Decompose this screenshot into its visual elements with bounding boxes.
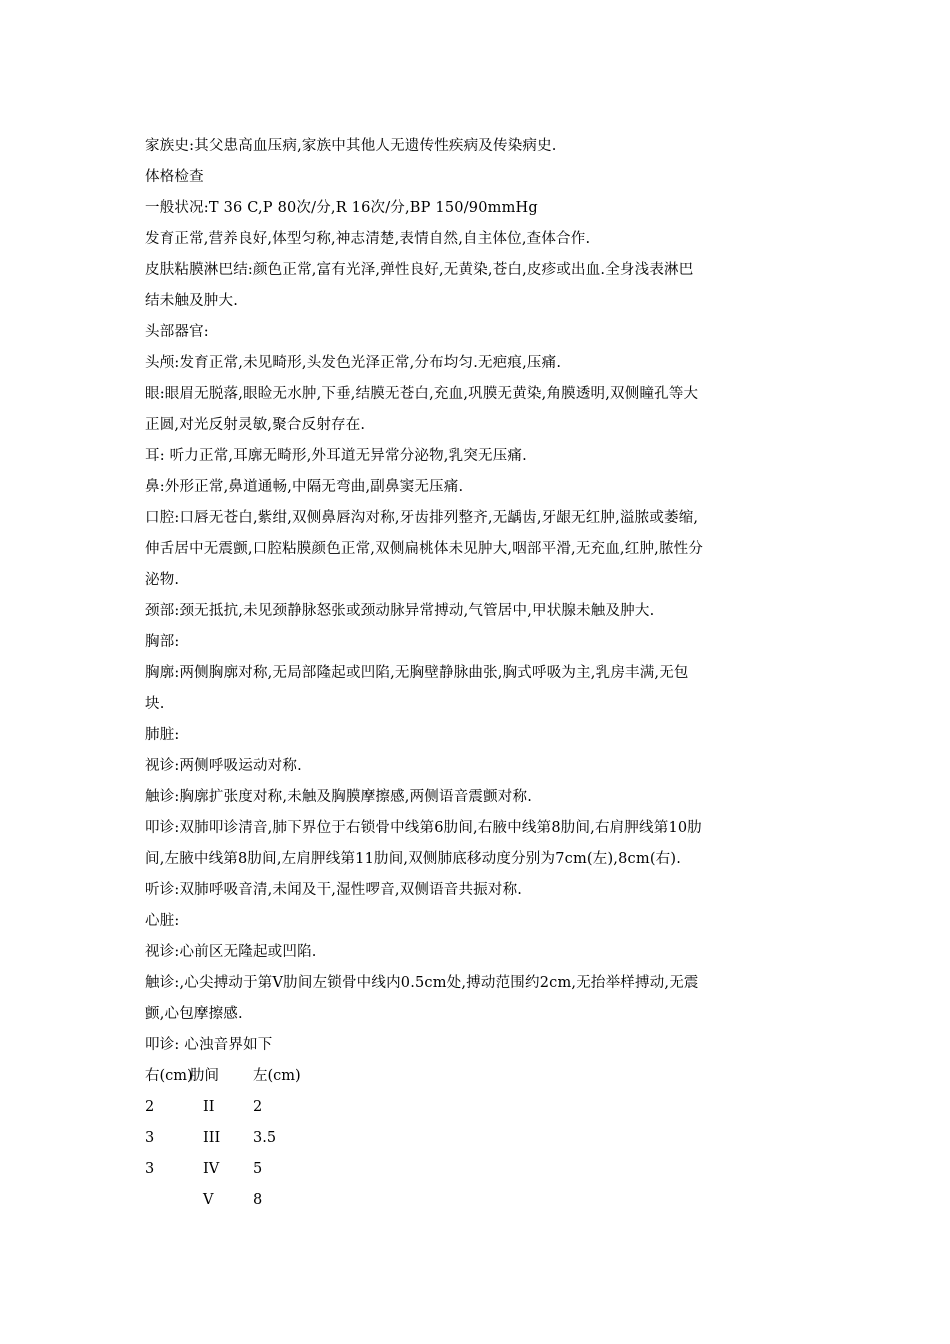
text-line: 视诊:两侧呼吸运动对称. (145, 758, 302, 774)
text-line: 家族史:其父患高血压病,家族中其他人无遗传性疾病及传染病史. (145, 138, 557, 154)
header-right-cm: 右(cm) (145, 1068, 193, 1084)
text-line: 块. (145, 696, 165, 712)
intercostal-value: II (203, 1099, 215, 1115)
text-line: 口腔:口唇无苍白,紫绀,双侧鼻唇沟对称,牙齿排列整齐,无龋齿,牙龈无红肿,溢脓或萎缩, (145, 510, 699, 526)
text-line: 叩诊: 心浊音界如下 (145, 1037, 273, 1053)
left-value: 3.5 (253, 1130, 277, 1146)
text-line: 头颅:发育正常,未见畸形,头发色光泽正常,分布均匀.无疤痕,压痛. (145, 355, 562, 371)
text-line: 鼻:外形正常,鼻道通畅,中隔无弯曲,副鼻窦无压痛. (145, 479, 464, 495)
left-value: 8 (253, 1192, 263, 1208)
text-line: 触诊:,心尖搏动于第Ⅴ肋间左锁骨中线内0.5cm处,搏动范围约2cm,无抬举样搏动,无震 (145, 975, 699, 991)
text-line: 眼:眼眉无脱落,眼睑无水肿,下垂,结膜无苍白,充血,巩膜无黄染,角膜透明,双侧瞳孔等大 (145, 386, 699, 402)
section-heading: 肺脏: (145, 727, 180, 743)
intercostal-value: III (203, 1130, 221, 1146)
text-line: 伸舌居中无震颤,口腔粘膜颜色正常,双侧扁桃体未见肿大,咽部平滑,无充血,红肿,脓性分 (145, 541, 704, 557)
text-line: 一般状况:T 36 C,P 80次/分,R 16次/分,BP 150/90mmHg (145, 200, 538, 216)
table-row (145, 1185, 810, 1216)
text-line: 颈部:颈无抵抗,未见颈静脉怒张或颈动脉异常搏动,气管居中,甲状腺未触及肿大. (145, 603, 655, 619)
text-line: 视诊:心前区无隆起或凹陷. (145, 944, 317, 960)
text-line: 发育正常,营养良好,体型匀称,神志清楚,表情自然,自主体位,查体合作. (145, 231, 591, 247)
text-line: 触诊:胸廓扩张度对称,未触及胸膜摩擦感,两侧语音震颤对称. (145, 789, 533, 805)
text-line: 结未触及肿大. (145, 293, 239, 309)
section-heading: 心脏: (145, 913, 180, 929)
document-page (145, 131, 810, 1216)
text-line: 间,左腋中线第8肋间,左肩胛线第11肋间,双侧肺底移动度分别为7cm(左),8cm(右). (145, 851, 682, 867)
text-line: 听诊:双肺呼吸音清,未闻及干,湿性啰音,双侧语音共振对称. (145, 882, 523, 898)
right-value: 3 (145, 1130, 155, 1146)
right-value: 3 (145, 1161, 155, 1177)
header-left-cm: 左(cm) (253, 1068, 301, 1084)
cardiac-dullness-table-header (145, 1061, 810, 1092)
section-heading: 体格检查 (145, 169, 204, 185)
text-line: 泌物. (145, 572, 180, 588)
intercostal-value: V (203, 1192, 214, 1208)
text-line: 耳: 听力正常,耳廓无畸形,外耳道无异常分泌物,乳突无压痛. (145, 448, 527, 464)
intercostal-value: IV (203, 1161, 220, 1177)
left-value: 2 (253, 1099, 263, 1115)
text-line: 叩诊:双肺叩诊清音,肺下界位于右锁骨中线第6肋间,右腋中线第8肋间,右肩胛线第10肋 (145, 820, 703, 836)
section-heading: 头部器官: (145, 324, 209, 340)
table-row (145, 1154, 810, 1185)
left-value: 5 (253, 1161, 263, 1177)
section-heading: 胸部: (145, 634, 180, 650)
text-line: 皮肤粘膜淋巴结:颜色正常,富有光泽,弹性良好,无黄染,苍白,皮疹或出血.全身浅表淋巴 (145, 262, 694, 278)
table-row (145, 1123, 810, 1154)
right-value: 2 (145, 1099, 155, 1115)
text-line: 正圆,对光反射灵敏,聚合反射存在. (145, 417, 366, 433)
text-line: 颤,心包摩擦感. (145, 1006, 243, 1022)
table-row (145, 1092, 810, 1123)
header-intercostal: 肋间 (190, 1068, 219, 1084)
text-line: 胸廓:两侧胸廓对称,无局部隆起或凹陷,无胸壁静脉曲张,胸式呼吸为主,乳房丰满,无包 (145, 665, 689, 681)
